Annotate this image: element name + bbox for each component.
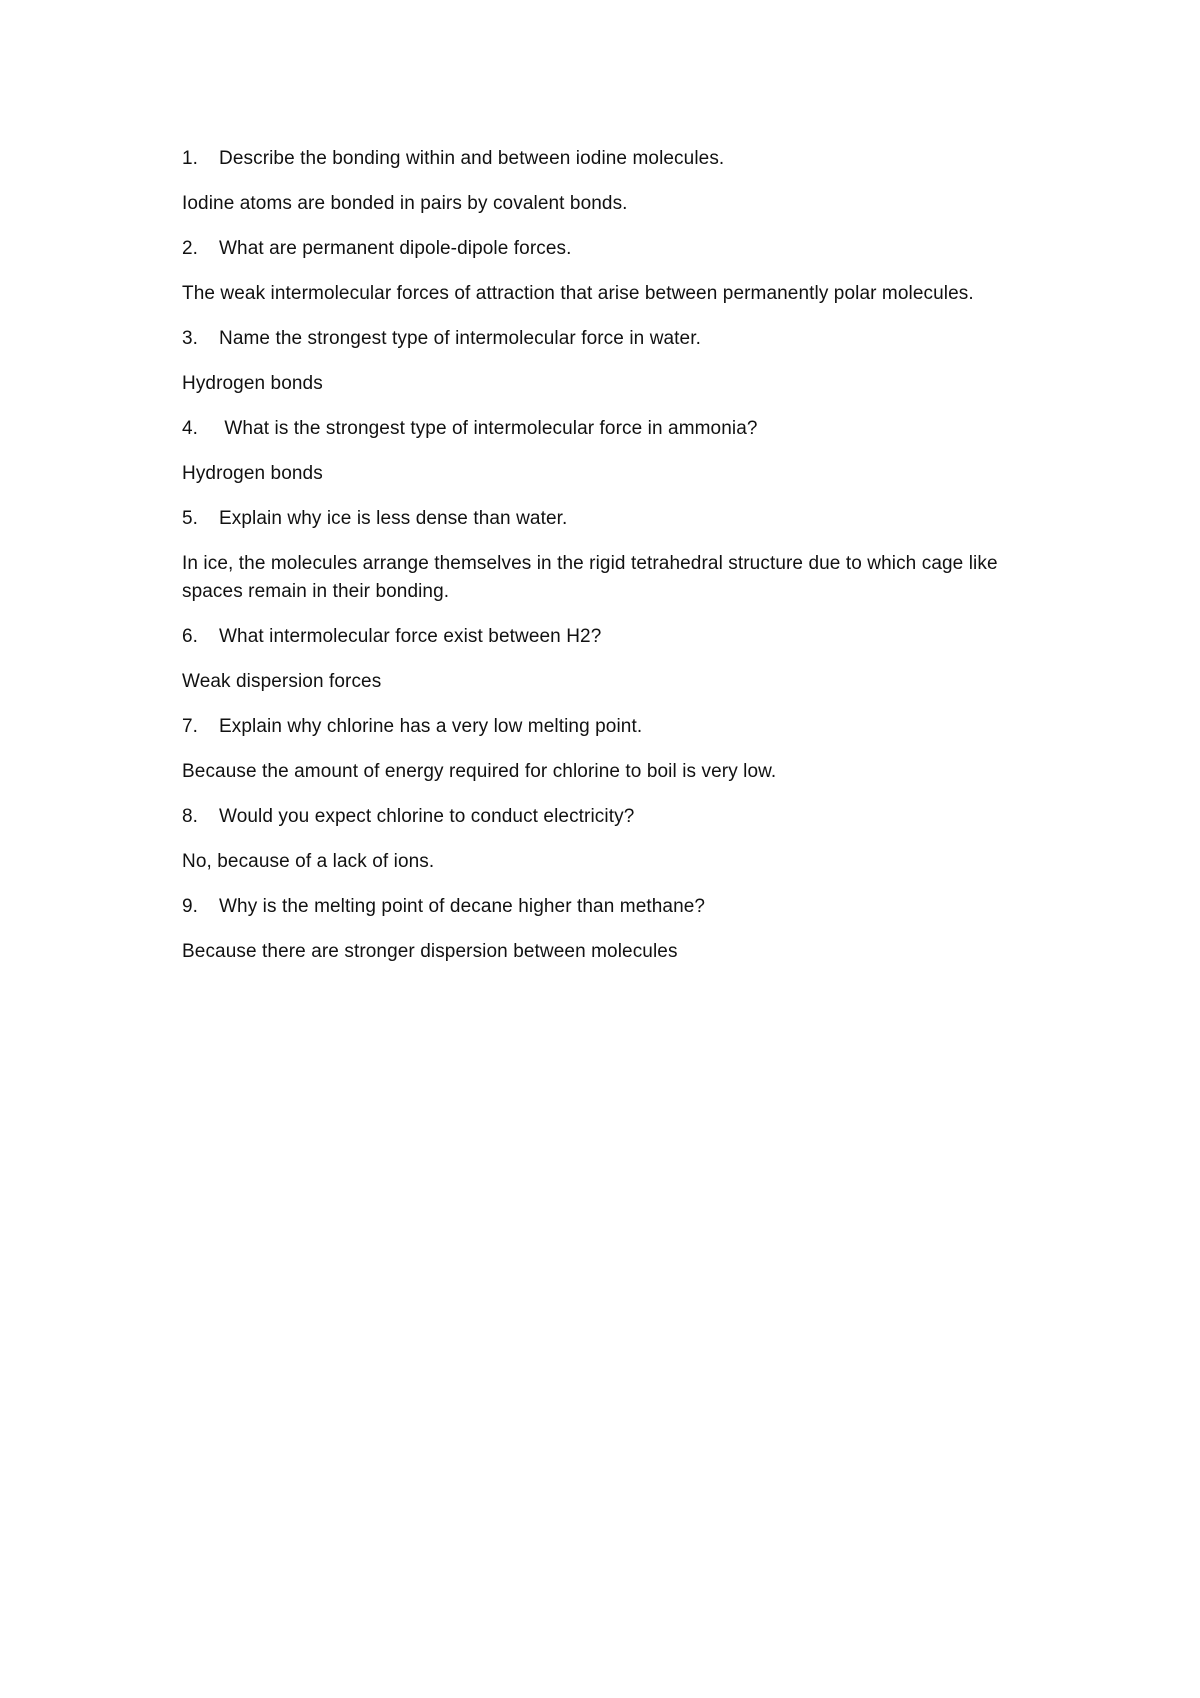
qa-item-5 bbox=[182, 505, 1062, 606]
question-number: 6. bbox=[182, 626, 199, 647]
qa-item-3 bbox=[182, 325, 1062, 398]
answer-4: Hydrogen bonds bbox=[182, 463, 323, 484]
qa-item-4 bbox=[182, 415, 1062, 488]
answer-3: Hydrogen bonds bbox=[182, 373, 323, 394]
qa-item-7 bbox=[182, 713, 1062, 786]
question-number: 8. bbox=[182, 806, 199, 827]
question-8 bbox=[182, 803, 1062, 831]
answer-9: Because there are stronger dispersion between molecules bbox=[182, 941, 678, 962]
question-text: Why is the melting point of decane higher than methane? bbox=[219, 896, 706, 917]
question-3 bbox=[182, 325, 1062, 353]
question-7 bbox=[182, 713, 1062, 741]
question-9 bbox=[182, 893, 1062, 921]
question-text: Explain why ice is less dense than water. bbox=[219, 508, 568, 529]
answer-8: No, because of a lack of ions. bbox=[182, 851, 435, 872]
answer-1: Iodine atoms are bonded in pairs by covalent bonds. bbox=[182, 193, 628, 214]
question-answer-list bbox=[182, 145, 1062, 983]
question-number: 3. bbox=[182, 328, 199, 349]
answer-5: In ice, the molecules arrange themselves in the rigid tetrahedral structure due to which cage like spaces remain in their bonding. bbox=[182, 553, 998, 602]
question-text: What is the strongest type of intermolecular force in ammonia? bbox=[219, 418, 758, 439]
question-5 bbox=[182, 505, 1062, 533]
answer-6: Weak dispersion forces bbox=[182, 671, 382, 692]
question-text: Explain why chlorine has a very low melting point. bbox=[219, 716, 643, 737]
question-4 bbox=[182, 415, 1062, 443]
question-text: Describe the bonding within and between iodine molecules. bbox=[219, 148, 725, 169]
question-1 bbox=[182, 145, 1062, 173]
question-number: 5. bbox=[182, 508, 199, 529]
question-number: 9. bbox=[182, 896, 199, 917]
answer-2: The weak intermolecular forces of attraction that arise between permanently polar molecules. bbox=[182, 283, 974, 304]
question-text: Name the strongest type of intermolecular force in water. bbox=[219, 328, 701, 349]
question-6 bbox=[182, 623, 1062, 651]
question-2 bbox=[182, 235, 1062, 263]
question-number: 4. bbox=[182, 418, 199, 439]
question-text: What are permanent dipole-dipole forces. bbox=[219, 238, 572, 259]
qa-item-1 bbox=[182, 145, 1062, 218]
qa-item-2 bbox=[182, 235, 1062, 308]
question-number: 2. bbox=[182, 238, 199, 259]
question-number: 7. bbox=[182, 716, 199, 737]
question-text: What intermolecular force exist between H2? bbox=[219, 626, 602, 647]
qa-item-9 bbox=[182, 893, 1062, 966]
question-text: Would you expect chlorine to conduct electricity? bbox=[219, 806, 635, 827]
answer-7: Because the amount of energy required for chlorine to boil is very low. bbox=[182, 761, 777, 782]
qa-item-8 bbox=[182, 803, 1062, 876]
qa-item-6 bbox=[182, 623, 1062, 696]
question-number: 1. bbox=[182, 148, 199, 169]
